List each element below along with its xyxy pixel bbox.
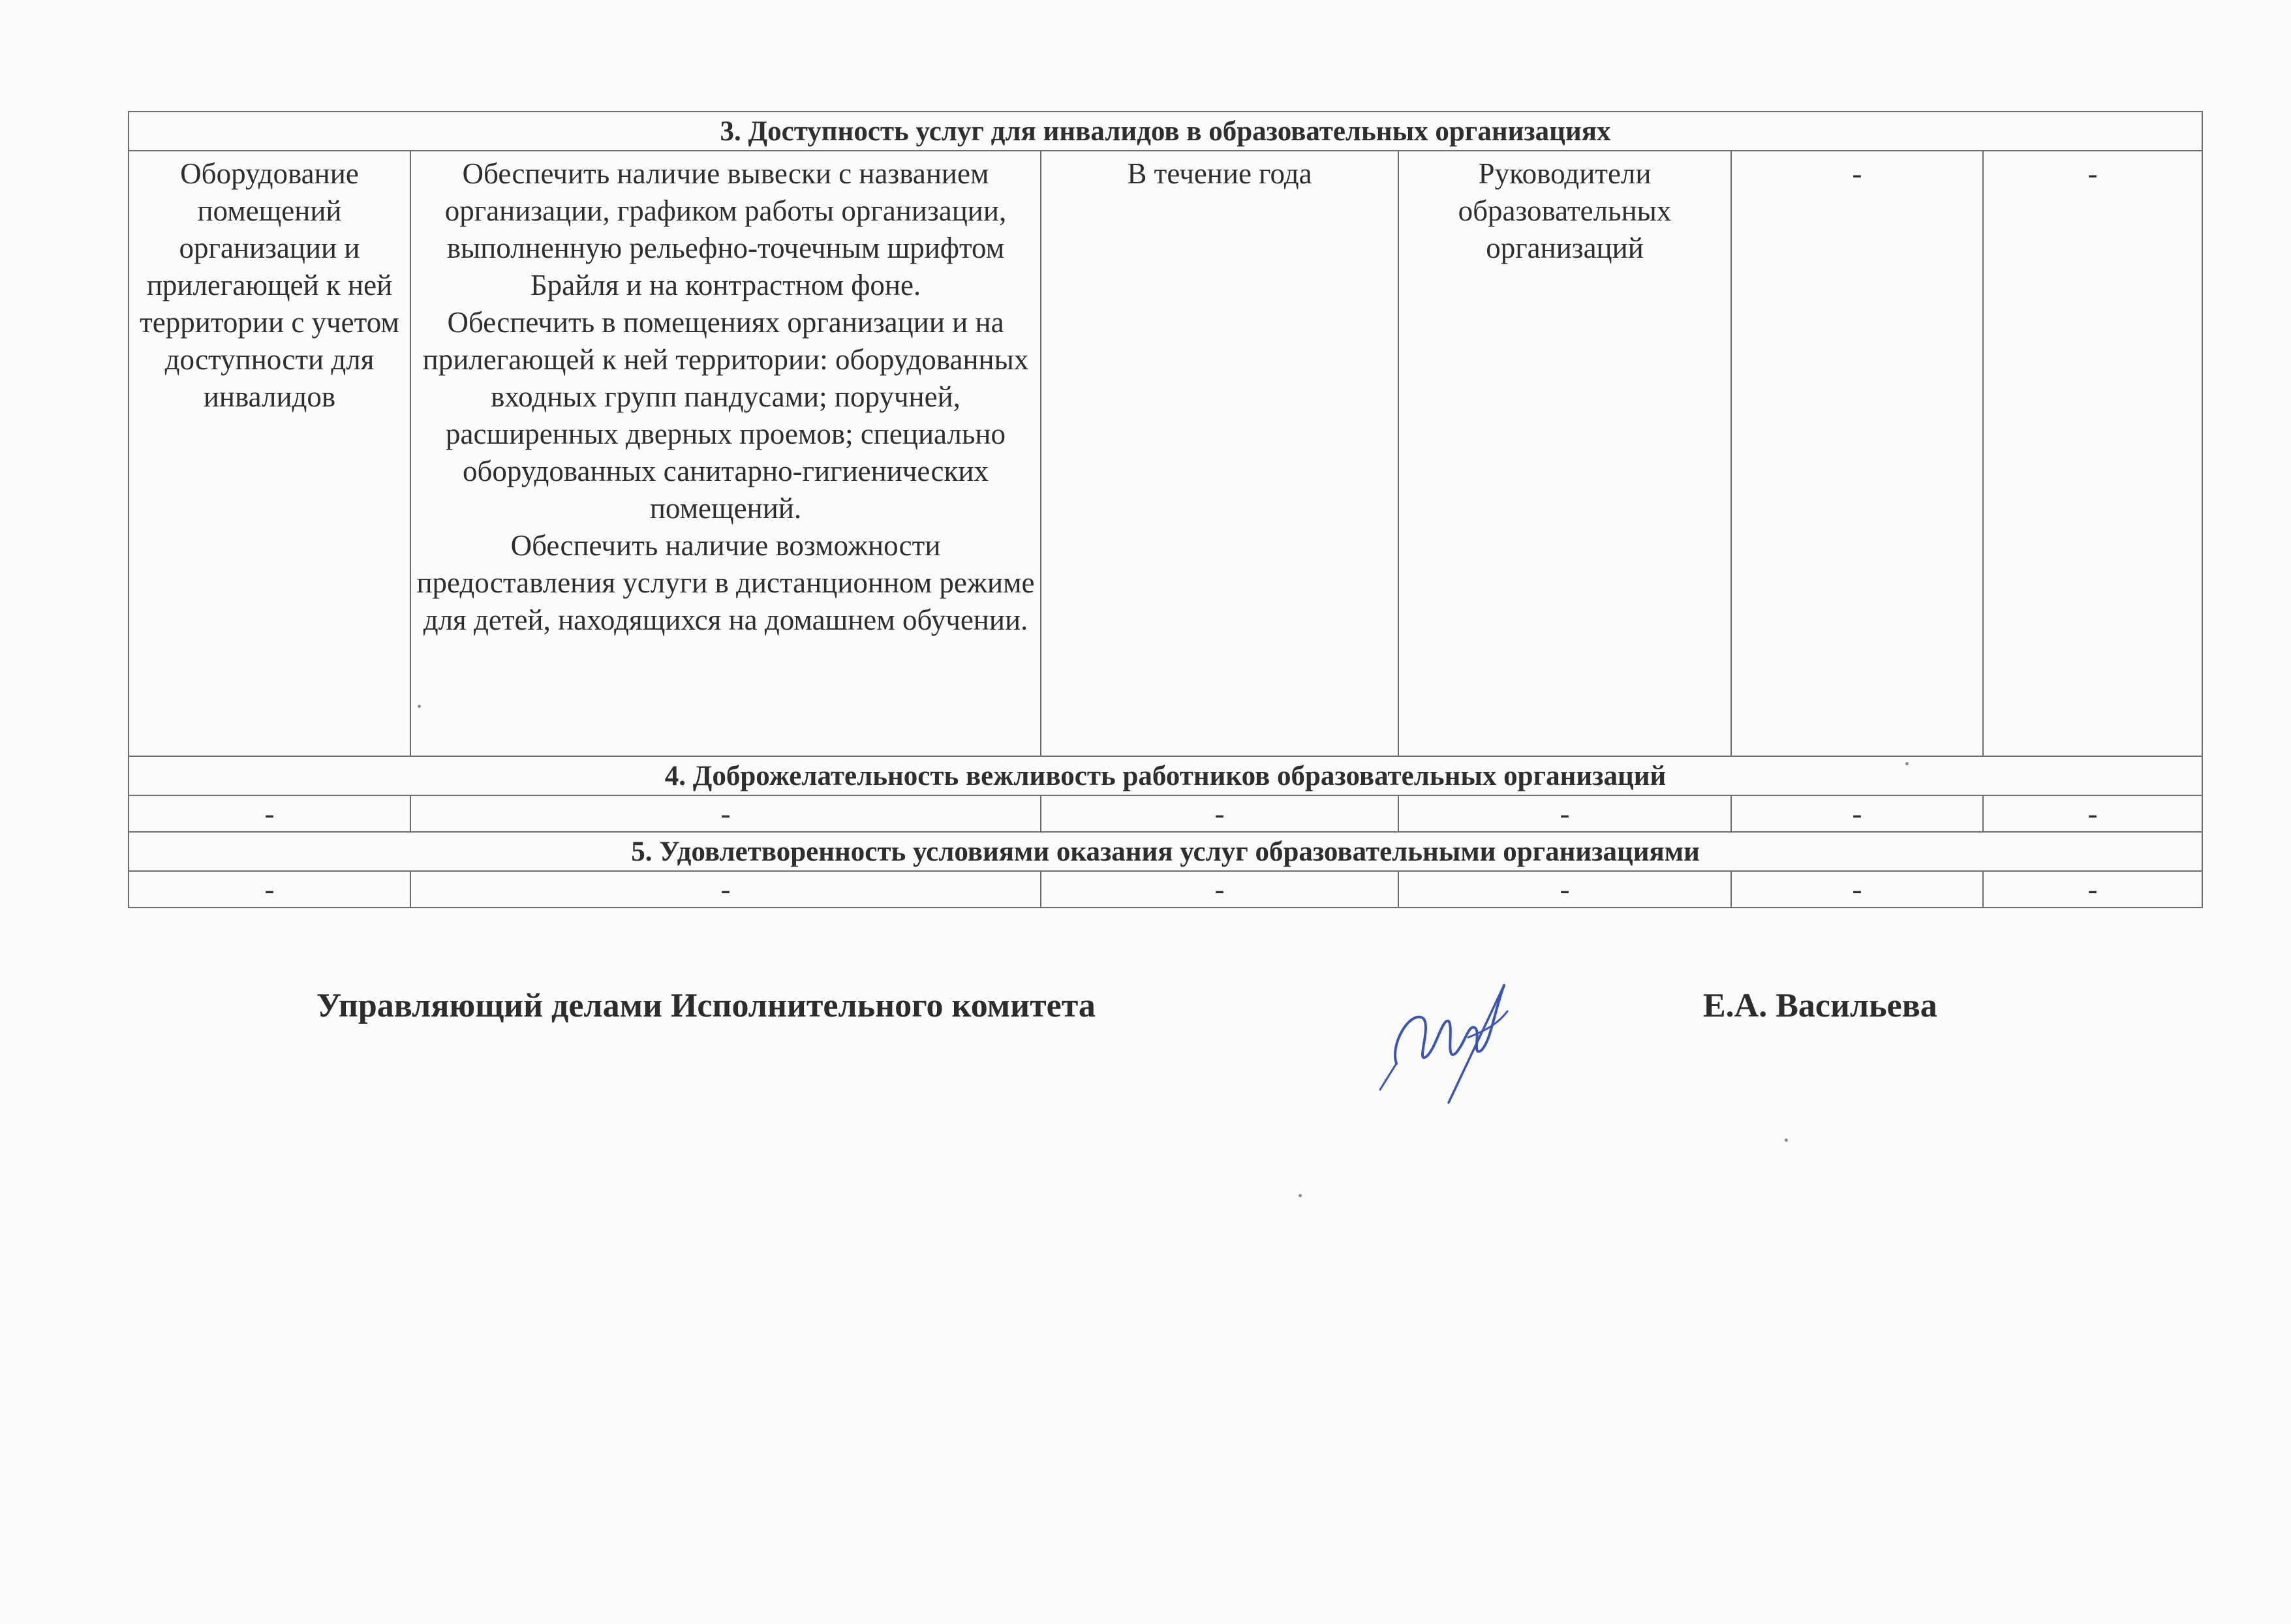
section-5-cell: - xyxy=(1398,871,1731,908)
handwritten-signature-icon xyxy=(1370,966,1527,1109)
section-4-cell: - xyxy=(129,795,410,832)
section-5-cell: - xyxy=(129,871,410,908)
measure-3: Обеспечить наличие возможности предоставления услуги в дистанционном режиме для детей, находящихся на домашнем обучении. xyxy=(416,529,1035,636)
section-3-header-row xyxy=(129,112,2202,151)
measure-1: Обеспечить наличие вывески с названием организации, графиком работы организации, выполненную рельефно-точечным шрифтом Брайля и на контрастном фоне. xyxy=(444,157,1007,301)
scan-speck xyxy=(1299,1194,1302,1197)
signatory-name: Е.А. Васильева xyxy=(1703,987,1937,1024)
scan-speck xyxy=(1785,1139,1788,1142)
section-4-cell: - xyxy=(1398,795,1731,832)
signatory-position: Управляющий делами Исполнительного комитета xyxy=(316,987,1096,1024)
section-4-cell: - xyxy=(410,795,1041,832)
section-5-cell: - xyxy=(1041,871,1398,908)
section-4-cell: - xyxy=(1731,795,1983,832)
section-4-title: 4. Доброжелательность вежливость работников образовательных организаций xyxy=(129,756,2202,795)
section-5-cell: - xyxy=(1983,871,2202,908)
section-4-cell: - xyxy=(1983,795,2202,832)
col6-cell: - xyxy=(1983,151,2202,756)
measures-cell xyxy=(410,151,1041,756)
section-5-cell: - xyxy=(410,871,1041,908)
section-5-title: 5. Удовлетворенность условиями оказания услуг образовательными организациями xyxy=(129,832,2202,871)
action-plan-table xyxy=(128,111,2203,908)
section-3-title: 3. Доступность услуг для инвалидов в образовательных организациях xyxy=(129,112,2202,151)
section-4-cell: - xyxy=(1041,795,1398,832)
section-5-cell: - xyxy=(1731,871,1983,908)
measure-2: Обеспечить в помещениях организации и на прилегающей к ней территории: оборудованных входных групп пандусами; поручней, расширенных дверных проемов; специально оборудованных санитарно-гигиенических помещений. xyxy=(422,306,1029,525)
responsible-cell: Руководители образовательных организаций xyxy=(1398,151,1731,756)
section-4-data-row xyxy=(129,795,2202,832)
section-5-data-row xyxy=(129,871,2202,908)
section-3-data-row xyxy=(129,151,2202,756)
scan-speck xyxy=(418,705,421,708)
section-5-header-row xyxy=(129,832,2202,871)
signature-block xyxy=(0,979,2291,1109)
section-4-header-row xyxy=(129,756,2202,795)
subject-cell: Оборудование помещений организации и прилегающей к ней территории с учетом доступности для инвалидов xyxy=(129,151,410,756)
scan-speck xyxy=(1905,762,1909,765)
deadline-cell: В течение года xyxy=(1041,151,1398,756)
col5-cell: - xyxy=(1731,151,1983,756)
